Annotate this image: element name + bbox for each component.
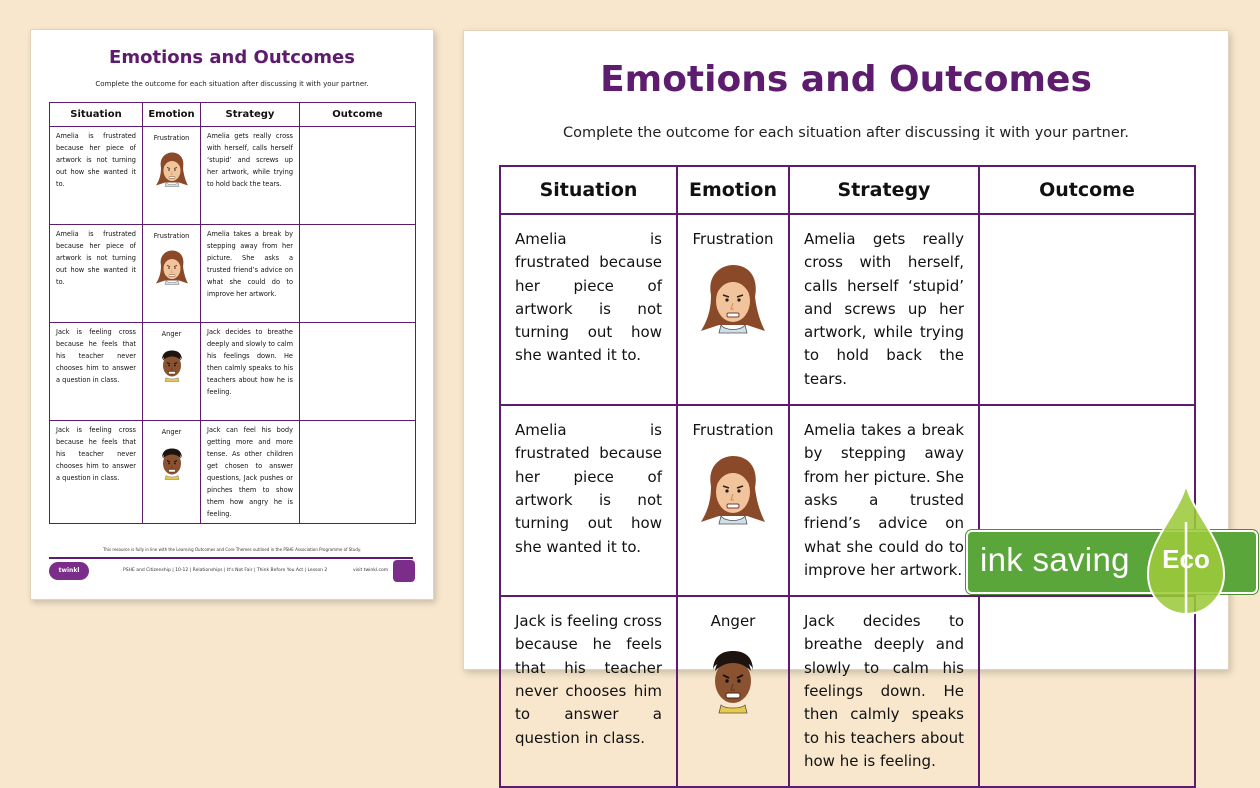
thumb-emotion-label: Anger [161,428,182,436]
thumb-footer-right: visit twinkl.com [353,568,389,573]
outcome-cell[interactable] [979,596,1195,787]
thumb-outcome-cell [300,127,416,225]
thumb-instruction: Complete the outcome for each situation after discussing it with your partner. [95,80,369,88]
col-header-strategy: Strategy [789,166,979,214]
emotion-cell [677,596,789,787]
thumb-table-row [50,421,416,524]
eco-drop-icon [1140,482,1232,622]
girl-frustrated-icon [699,450,767,532]
thumb-emotion-label: Anger [161,330,182,338]
thumb-footer-divider [49,557,413,559]
thumb-table [49,102,416,524]
thumb-situation-cell: Amelia is frustrated because her piece of artwork is not turning out how she wanted it to. [50,127,143,225]
thumb-strategy-cell: Amelia gets really cross with herself, calls herself ‘stupid’ and screws up her artwork, while trying to hold back the tears. [201,127,300,225]
situation-cell: Amelia is frustrated because her piece of artwork is not turning out how she wanted it to. [500,214,677,405]
thumb-emotion-cell [143,323,201,421]
thumb-title: Emotions and Outcomes [109,47,355,68]
thumb-table-row [50,323,416,421]
situation-cell: Amelia is frustrated because her piece of artwork is not turning out how she wanted it to. [500,405,677,596]
thumb-strategy-cell: Jack decides to breathe deeply and slowly to calm his feelings down. He then calmly speaks to his teachers about how he is feeling. [201,323,300,421]
thumb-emotion-cell [143,127,201,225]
ink-saving-label: ink saving [980,541,1130,578]
strategy-cell: Amelia gets really cross with herself, calls herself ‘stupid’ and screws up her artwork, while trying to hold back the tears. [789,214,979,405]
thumb-situation-cell: Jack is feeling cross because he feels that his teacher never chooses him to answer a question in class. [50,421,143,524]
thumb-emotion-cell [143,225,201,323]
thumb-col-outcome: Outcome [300,103,416,127]
girl-frustrated-icon [155,250,189,286]
thumb-footer-credit: This resource is fully in line with the Learning Outcomes and Core Themes outlined in the PSHE Association Programme of Study. [102,547,362,552]
table-row [500,214,1195,405]
girl-frustrated-icon [699,259,767,341]
thumb-table-row [50,127,416,225]
thumb-situation-cell: Jack is feeling cross because he feels that his teacher never chooses him to answer a question in class. [50,323,143,421]
boy-angry-icon [155,446,189,482]
thumb-header-row [50,103,416,127]
thumb-table-row [50,225,416,323]
thumbnail-page [30,29,434,600]
emotion-cell [677,405,789,596]
thumb-col-strategy: Strategy [201,103,300,127]
page-title: Emotions and Outcomes [600,59,1092,100]
emotion-label: Anger [710,612,756,631]
thumb-col-emotion: Emotion [143,103,201,127]
thumb-outcome-cell [300,323,416,421]
strategy-cell: Jack decides to breathe deeply and slowly to calm his feelings down. He then calmly speaks to his teachers about how he is feeling. [789,596,979,787]
col-header-situation: Situation [500,166,677,214]
thumb-emotion-label: Frustration [153,232,190,240]
thumb-outcome-cell [300,421,416,524]
situation-cell: Jack is feeling cross because he feels that his teacher never chooses him to answer a question in class. [500,596,677,787]
emotion-label: Frustration [692,421,774,440]
thumb-strategy-cell: Amelia takes a break by stepping away from her picture. She asks a trusted friend’s advice on what she could do to improve her artwork. [201,225,300,323]
thumb-col-situation: Situation [50,103,143,127]
thumb-emotion-label: Frustration [153,134,190,142]
page-instruction: Complete the outcome for each situation after discussing it with your partner. [563,125,1129,141]
twinkl-logo: twinkl [49,562,89,580]
thumb-footer-left: PSHE and Citizenship | 10-12 | Relationships | It's Not Fair | Think Before You Act | Lesson 2 [123,568,328,573]
col-header-outcome: Outcome [979,166,1195,214]
eco-label: Eco [1162,544,1210,574]
twinkl-badge-icon [393,560,415,582]
thumb-emotion-cell [143,421,201,524]
thumb-strategy-cell: Jack can feel his body getting more and more tense. As other children get chosen to answer questions, Jack pushes or pinches them to show them how angry he is feeling. [201,421,300,524]
table-header-row [500,166,1195,214]
boy-angry-icon [155,348,189,384]
strategy-cell: Amelia takes a break by stepping away from her picture. She asks a trusted friend’s advice on what she could do to improve her artwork. [789,405,979,596]
emotion-label: Frustration [692,230,774,248]
outcomes-table [499,165,1196,788]
girl-frustrated-icon [155,152,189,188]
boy-angry-icon [699,641,767,723]
emotion-cell [677,214,789,405]
outcome-cell[interactable] [979,214,1195,405]
thumb-outcome-cell [300,225,416,323]
table-row [500,596,1195,787]
thumb-situation-cell: Amelia is frustrated because her piece of artwork is not turning out how she wanted it to. [50,225,143,323]
col-header-emotion: Emotion [677,166,789,214]
